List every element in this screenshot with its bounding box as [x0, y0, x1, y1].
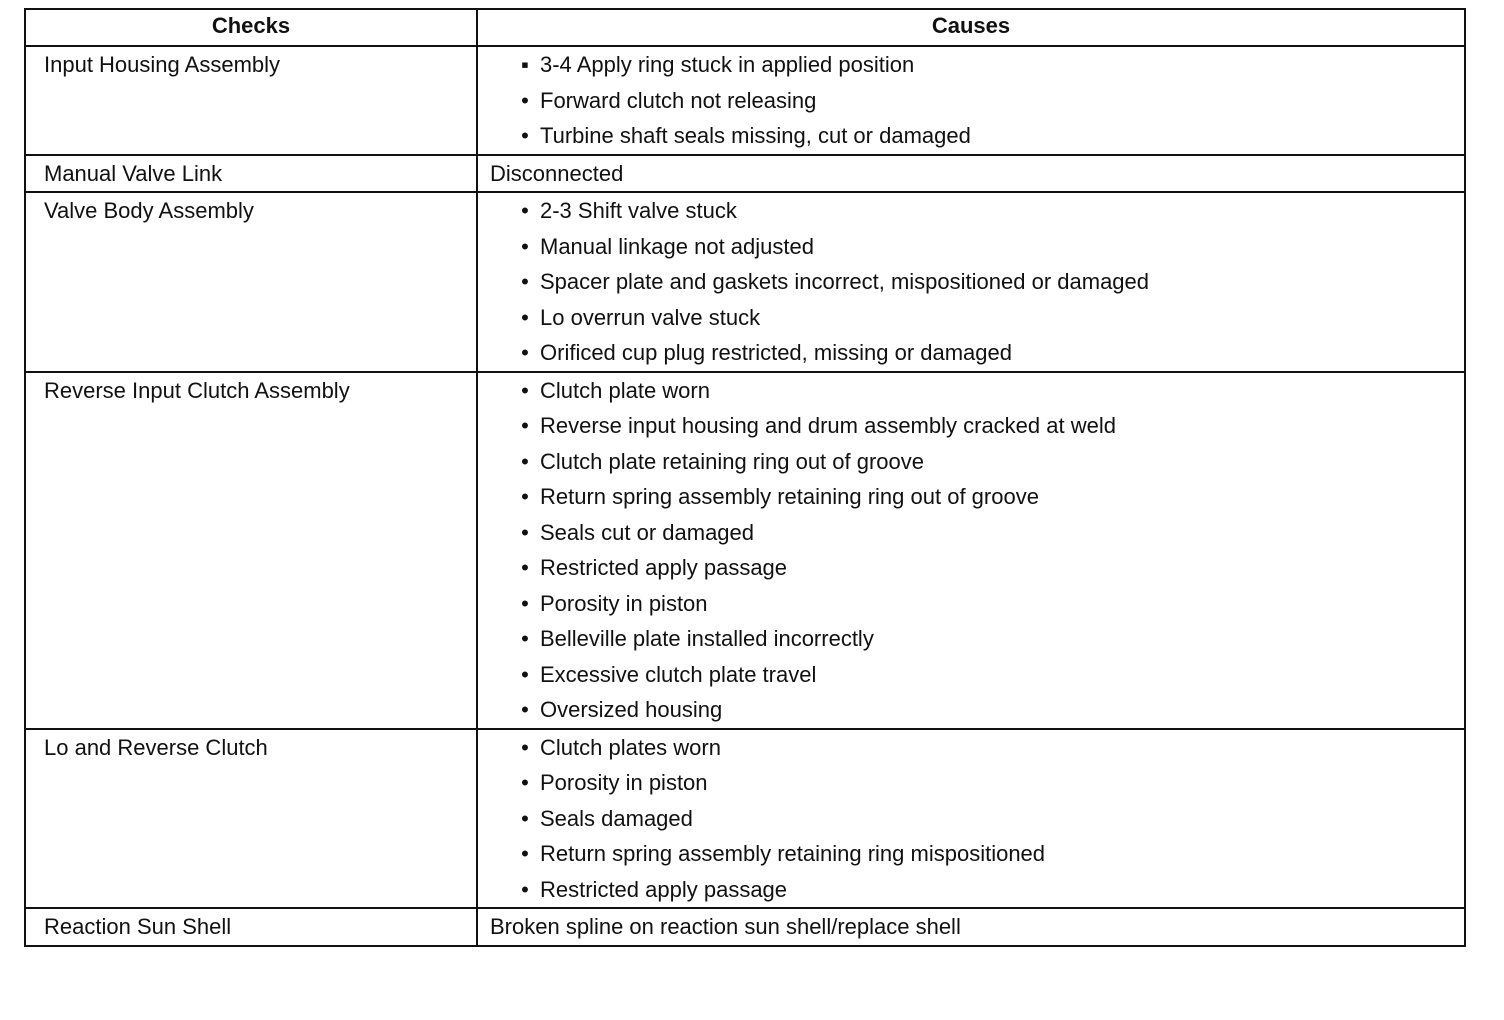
bullet-icon: • — [521, 304, 529, 330]
table-row — [25, 155, 1465, 193]
cause-item — [516, 657, 1454, 693]
cause-text: Return spring assembly retaining ring mispositioned — [540, 841, 1046, 866]
cause-text: Belleville plate installed incorrectly — [540, 626, 874, 651]
table-row — [25, 192, 1465, 372]
cause-item — [516, 479, 1454, 515]
check-cell: Reverse Input Clutch Assembly — [25, 372, 477, 729]
table-row — [25, 46, 1465, 155]
cause-item — [516, 83, 1454, 119]
cause-item — [516, 836, 1454, 872]
cause-text: Clutch plate retaining ring out of groove — [540, 448, 925, 474]
cause-list — [490, 730, 1454, 908]
check-cell: Input Housing Assembly — [25, 46, 477, 155]
check-cell: Lo and Reverse Clutch — [25, 729, 477, 909]
cause-text: 2-3 Shift valve stuck — [540, 198, 737, 223]
bullet-icon: • — [521, 734, 529, 760]
cause-item — [516, 550, 1454, 586]
bullet-icon: • — [521, 340, 529, 365]
cause-item — [516, 515, 1454, 551]
cause-text: Return spring assembly retaining ring out of groove — [540, 484, 1039, 509]
cause-item — [516, 373, 1454, 409]
bullet-icon: • — [521, 269, 529, 294]
cause-cell — [477, 46, 1465, 155]
bullet-icon: • — [521, 626, 529, 651]
check-cell: Manual Valve Link — [25, 155, 477, 193]
cause-cell — [477, 372, 1465, 729]
bullet-icon: • — [521, 123, 529, 148]
cause-list — [490, 47, 1454, 154]
cause-text: 3-4 Apply ring stuck in applied position — [540, 52, 915, 77]
cause-item — [516, 765, 1454, 801]
cause-item — [516, 444, 1454, 480]
bullet-icon: • — [521, 697, 529, 722]
bullet-icon: • — [521, 805, 529, 831]
cause-text: Restricted apply passage — [540, 876, 788, 902]
cause-item — [516, 229, 1454, 265]
bullet-icon: • — [521, 770, 529, 795]
cause-item — [516, 193, 1454, 229]
cause-item — [516, 692, 1454, 728]
bullet-icon: • — [521, 448, 529, 474]
cause-item — [516, 621, 1454, 657]
cause-item — [516, 47, 1454, 83]
cause-text: Orificed cup plug restricted, missing or damaged — [540, 340, 1012, 365]
bullet-icon: • — [521, 519, 529, 545]
cause-text: Manual linkage not adjusted — [540, 233, 814, 259]
cause-text: Spacer plate and gaskets incorrect, mispositioned or damaged — [540, 269, 1150, 294]
table-body — [25, 46, 1465, 946]
bullet-icon: • — [521, 198, 529, 223]
header-row — [25, 9, 1465, 46]
cause-item — [516, 264, 1454, 300]
cause-text: Oversized housing — [540, 697, 723, 722]
cause-list — [490, 373, 1454, 728]
check-cell: Reaction Sun Shell — [25, 908, 477, 946]
cause-text: Clutch plates worn — [540, 734, 721, 760]
bullet-icon: • — [521, 661, 529, 687]
header-checks: Checks — [25, 9, 477, 46]
bullet-icon: • — [521, 377, 529, 403]
cause-text: Lo overrun valve stuck — [540, 304, 761, 330]
check-cell: Valve Body Assembly — [25, 192, 477, 372]
diagnosis-table-container — [24, 8, 1464, 947]
bullet-icon: • — [521, 413, 529, 438]
cause-item — [516, 335, 1454, 371]
bullet-icon: • — [521, 841, 529, 866]
table-row — [25, 372, 1465, 729]
diagnosis-table — [24, 8, 1466, 947]
cause-text: Forward clutch not releasing — [540, 87, 817, 113]
cause-cell: Broken spline on reaction sun shell/replace shell — [477, 908, 1465, 946]
bullet-icon: • — [521, 484, 529, 509]
bullet-icon: • — [521, 590, 529, 616]
cause-text: Seals damaged — [540, 805, 693, 831]
bullet-icon: • — [521, 555, 529, 580]
cause-text: Seals cut or damaged — [540, 519, 755, 545]
cause-item — [516, 118, 1454, 154]
table-header — [25, 9, 1465, 46]
cause-text: Clutch plate worn — [540, 377, 710, 403]
cause-list — [490, 193, 1454, 371]
cause-text: Excessive clutch plate travel — [540, 661, 817, 687]
cause-cell: Disconnected — [477, 155, 1465, 193]
cause-item — [516, 801, 1454, 837]
bullet-icon: • — [521, 876, 529, 902]
header-causes: Causes — [477, 9, 1465, 46]
cause-item — [516, 586, 1454, 622]
bullet-icon: • — [521, 87, 529, 113]
cause-item — [516, 300, 1454, 336]
cause-item — [516, 730, 1454, 766]
cause-text: Reverse input housing and drum assembly cracked at weld — [540, 413, 1116, 438]
cause-item — [516, 408, 1454, 444]
cause-cell — [477, 192, 1465, 372]
cause-cell — [477, 729, 1465, 909]
bullet-icon: • — [521, 233, 529, 259]
cause-text: Restricted apply passage — [540, 555, 788, 580]
cause-text: Porosity in piston — [540, 590, 708, 616]
cause-text: Turbine shaft seals missing, cut or damaged — [540, 123, 971, 148]
cause-text: Porosity in piston — [540, 770, 708, 795]
cause-item — [516, 872, 1454, 908]
table-row — [25, 908, 1465, 946]
square-bullet-icon: ▪ — [521, 52, 529, 77]
table-row — [25, 729, 1465, 909]
